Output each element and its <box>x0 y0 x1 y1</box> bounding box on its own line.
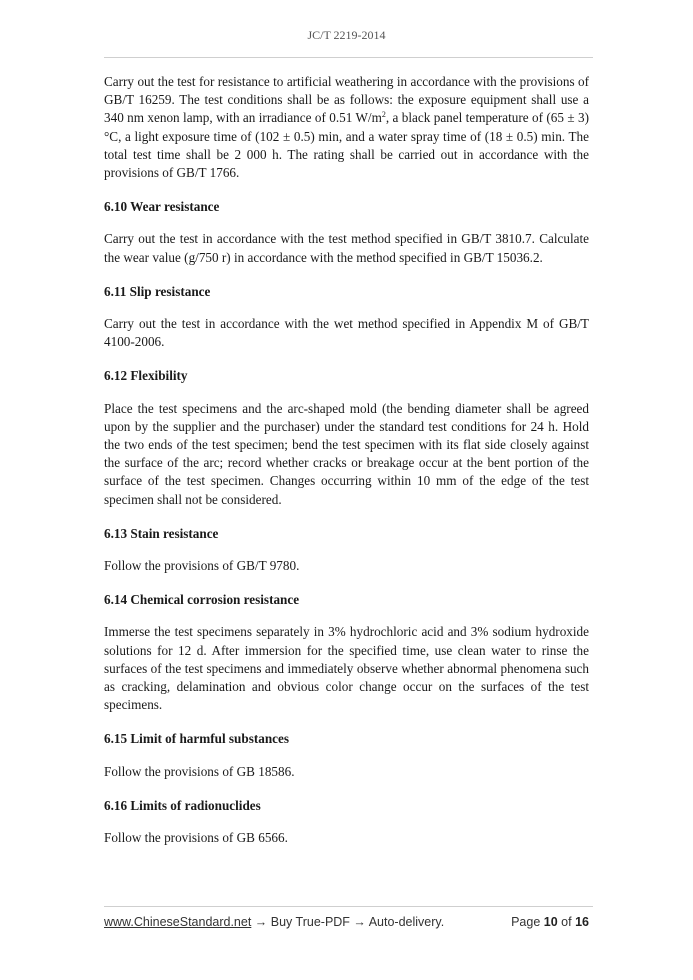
page-footer <box>104 915 589 933</box>
heading-6-10: 6.10 Wear resistance <box>104 199 220 215</box>
footer-promo <box>104 915 444 929</box>
heading-6-12: 6.12 Flexibility <box>104 368 188 384</box>
intro-text-b: , a black panel temperature of (65 ± 3) °C, a light exposure time of (102 ± 0.5) min, and a water spray time of (18 ± 0.5) min. The total test time shall be 2 000 h. The rating shall be carried out in accordance with the provisions of GB/T 1766. <box>104 110 589 181</box>
page-content <box>104 73 589 847</box>
body-6-16: Follow the provisions of GB 6566. <box>104 830 288 846</box>
website-link[interactable]: www.ChineseStandard.net <box>104 915 252 929</box>
of-word: of <box>561 915 572 929</box>
superscript-2: 2 <box>381 110 386 120</box>
footer-promo-tail: → Buy True-PDF → Auto-delivery. <box>251 915 445 929</box>
header-divider <box>104 57 593 58</box>
heading-6-15: 6.15 Limit of harmful substances <box>104 731 289 747</box>
body-6-11: Carry out the test in accordance with the wet method specified in Appendix M of GB/T 4100-2006. <box>104 316 589 350</box>
body-6-13: Follow the provisions of GB/T 9780. <box>104 558 300 574</box>
body-6-15: Follow the provisions of GB 18586. <box>104 763 295 779</box>
body-6-14: Immerse the test specimens separately in 3% hydrochloric acid and 3% sodium hydroxide solutions for 12 d. After immersion for the specified time, use clean water to rinse the surfaces of the test specimens and immediately observe whether abnormal phenomena such as cracking, delamination and obvious color change occur on the surfaces of the test specimens. <box>104 624 589 713</box>
page-current: 10 <box>543 915 558 929</box>
page-total: 16 <box>575 915 589 929</box>
page-indicator <box>511 915 589 929</box>
heading-6-11: 6.11 Slip resistance <box>104 283 211 299</box>
intro-text-a: Carry out the test for resistance to artificial weathering in accordance with the provisions of GB/T 16259. The test conditions shall be as follows: the exposure equipment shall use a 340 nm xenon lamp, with an irradiance of 0.51 W/m <box>104 74 589 126</box>
body-6-12: Place the test specimens and the arc-shaped mold (the bending diameter shall be agreed upon by the supplier and the purchaser) under the standard test conditions for 24 h. Hold the two ends of the test specimen; bend the test specimen with its flat side closely against the surface of the arc; record whether cracks or breakage occur at the bent portion of the surface of the test specimen. Changes occurring within 10 mm of the edge of the test specimen shall not be considered. <box>104 400 589 507</box>
heading-6-14: 6.14 Chemical corrosion resistance <box>104 592 300 608</box>
intro-paragraph <box>104 73 589 182</box>
page-word: Page <box>511 915 541 929</box>
body-6-10: Carry out the test in accordance with the test method specified in GB/T 3810.7. Calculate the wear value (g/750 r) in accordance with the method specified in GB/T 15036.2. <box>104 231 589 265</box>
document-id-header: JC/T 2219-2014 <box>307 28 386 42</box>
footer-divider <box>104 906 593 907</box>
heading-6-13: 6.13 Stain resistance <box>104 525 219 541</box>
heading-6-16: 6.16 Limits of radionuclides <box>104 797 261 813</box>
